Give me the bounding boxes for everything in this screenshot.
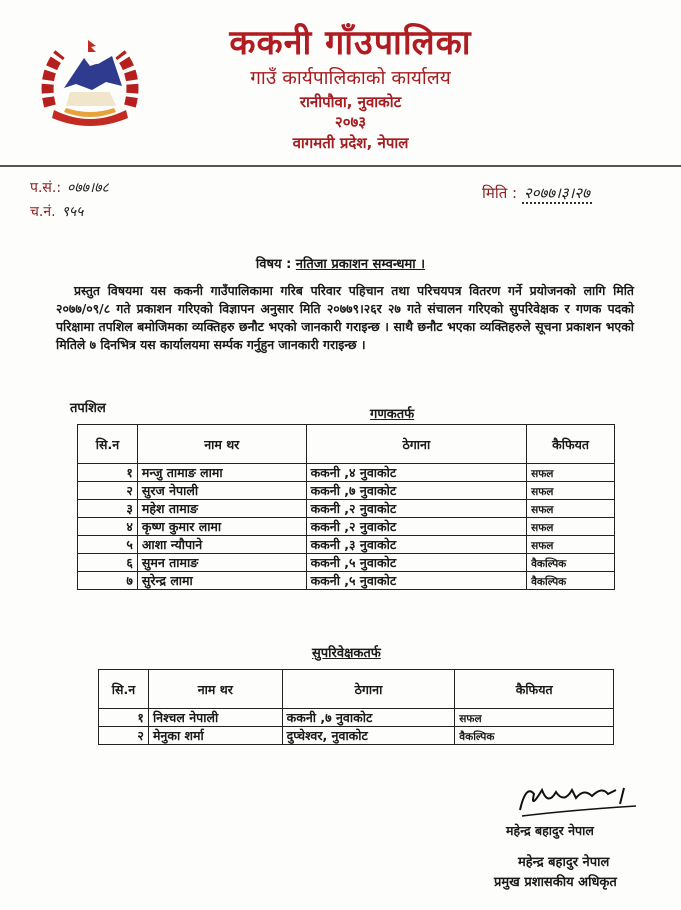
row-address: ककनी ,७ नुवाकोट	[282, 709, 455, 727]
row-remark: सफल	[527, 482, 615, 500]
table-row	[78, 500, 615, 518]
table-row	[78, 554, 615, 572]
subject-line	[0, 254, 681, 272]
table-row	[78, 464, 615, 482]
enumerators-table	[77, 424, 615, 590]
row-name: मेनुका शर्मा	[148, 727, 282, 745]
table-row	[78, 572, 615, 590]
row-address: ककनी ,२ नुवाकोट	[306, 500, 527, 518]
patra-sankhya-value: ०७७।७८	[67, 180, 109, 196]
supervisors-table	[98, 669, 614, 745]
table-row	[99, 727, 614, 745]
row-address: ककनी ,७ नुवाकोट	[306, 482, 527, 500]
chalani-label: च.नं.	[30, 204, 56, 220]
row-address: ककनी ,४ नुवाकोट	[306, 464, 527, 482]
row-address: ककनी ,५ नुवाकोट	[306, 572, 527, 590]
row-serial: ५	[78, 536, 138, 554]
table-header-row	[99, 670, 614, 709]
municipality-title: ककनी गाँउपालिका	[229, 23, 472, 63]
table-row	[78, 482, 615, 500]
row-serial: ६	[78, 554, 138, 572]
row-address: ककनी ,५ नुवाकोट	[306, 554, 527, 572]
signatory-designation: प्रमुख प्रशासकीय अधिकृत	[494, 875, 617, 890]
date-label: मिति :	[482, 184, 518, 202]
row-remark: सफल	[527, 518, 615, 536]
row-remark: सफल	[527, 464, 615, 482]
chalani-number	[30, 202, 83, 221]
header-divider	[0, 165, 681, 167]
subject-text: नतिजा प्रकाशन सम्वन्धमा ।	[295, 257, 426, 272]
signatory-name-stamp: महेन्द्र बहादुर नेपाल	[518, 855, 610, 870]
row-serial: ३	[78, 500, 138, 518]
row-name: महेश तामाङ	[137, 500, 306, 518]
patra-sankhya	[30, 178, 109, 197]
row-address: दुप्चेश्वर, नुवाकोट	[282, 727, 455, 745]
row-remark: वैकल्पिक	[455, 727, 614, 745]
row-remark: वैकल्पिक	[527, 554, 615, 572]
chalani-value: ९५५	[61, 204, 84, 220]
row-address: ककनी ,३ नुवाकोट	[306, 536, 527, 554]
row-serial: ७	[78, 572, 138, 590]
signatory-name-typed: महेन्द्र बहादुर नेपाल	[506, 823, 594, 838]
row-serial: १	[78, 464, 138, 482]
enumerators-section-title: गणकतर्फ	[370, 407, 415, 422]
patra-sankhya-label: प.सं.:	[30, 180, 62, 196]
row-remark: वैकल्पिक	[527, 572, 615, 590]
column-header-sn: सि.न	[78, 425, 138, 464]
row-name: सुमन तामाङ	[137, 554, 306, 572]
row-name: सुरज नेपाली	[137, 482, 306, 500]
row-serial: २	[78, 482, 138, 500]
subject-label: विषय :	[255, 257, 292, 272]
column-header-address: ठेगाना	[282, 670, 455, 709]
row-remark: सफल	[455, 709, 614, 727]
row-name: मन्जु तामाङ लामा	[137, 464, 306, 482]
tapashil-label: तपशिल	[70, 401, 106, 416]
row-serial: २	[99, 727, 149, 745]
row-name: निश्चल नेपाली	[148, 709, 282, 727]
established-year: २०७३	[334, 113, 367, 131]
province-country: वागमती प्रदेश, नेपाल	[292, 134, 409, 152]
column-header-name: नाम थर	[137, 425, 306, 464]
column-header-remark: कैफियत	[455, 670, 614, 709]
office-name: गाउँ कार्यपालिकाको कार्यालय	[250, 67, 451, 89]
row-remark: सफल	[527, 536, 615, 554]
row-serial: ४	[78, 518, 138, 536]
table-row	[78, 518, 615, 536]
column-header-sn: सि.न	[99, 670, 149, 709]
table-header-row	[78, 425, 615, 464]
row-serial: १	[99, 709, 149, 727]
row-name: सुरेन्द्र लामा	[137, 572, 306, 590]
office-address: रानीपौवा, नुवाकोट	[299, 93, 402, 111]
column-header-remark: कैफियत	[527, 425, 615, 464]
signature-scribble	[512, 780, 642, 820]
table-row	[99, 709, 614, 727]
body-paragraph: प्रस्तुत विषयमा यस ककनी गाउँपालिकामा गरिब परिवार पहिचान तथा परिचयपत्र वितरण गर्ने प्रयोजनको लागि मिति २०७७/०९/८ गते प्रकाशन गरिएको विज्ञापन अनुसार मिति २०७७९।२६र २७ गते संचालन गरिएको सुपरिवेक्षक र गणक पदको परिक्षामा तपशिल बमोजिमका व्यक्तिहरु छनौट भएको जानकारी गराइन्छ । साथै छनौट भएका व्यक्तिहरुले सूचना प्रकाशन भएको मितिले ७ दिनभित्र यस कार्यालयमा सर्म्पक गर्नुहुन जानकारी गराइन्छ ।	[56, 283, 634, 352]
column-header-name: नाम थर	[148, 670, 282, 709]
date-value: २०७७।३।२७	[523, 184, 590, 202]
row-address: ककनी ,२ नुवाकोट	[306, 518, 527, 536]
column-header-address: ठेगाना	[306, 425, 527, 464]
supervisors-section-title: सुपरिवेक्षकतर्फ	[312, 646, 381, 661]
letter-date	[482, 183, 592, 203]
row-name: कृष्ण कुमार लामा	[137, 518, 306, 536]
row-name: आशा न्यौपाने	[137, 536, 306, 554]
row-remark: सफल	[527, 500, 615, 518]
table-row	[78, 536, 615, 554]
